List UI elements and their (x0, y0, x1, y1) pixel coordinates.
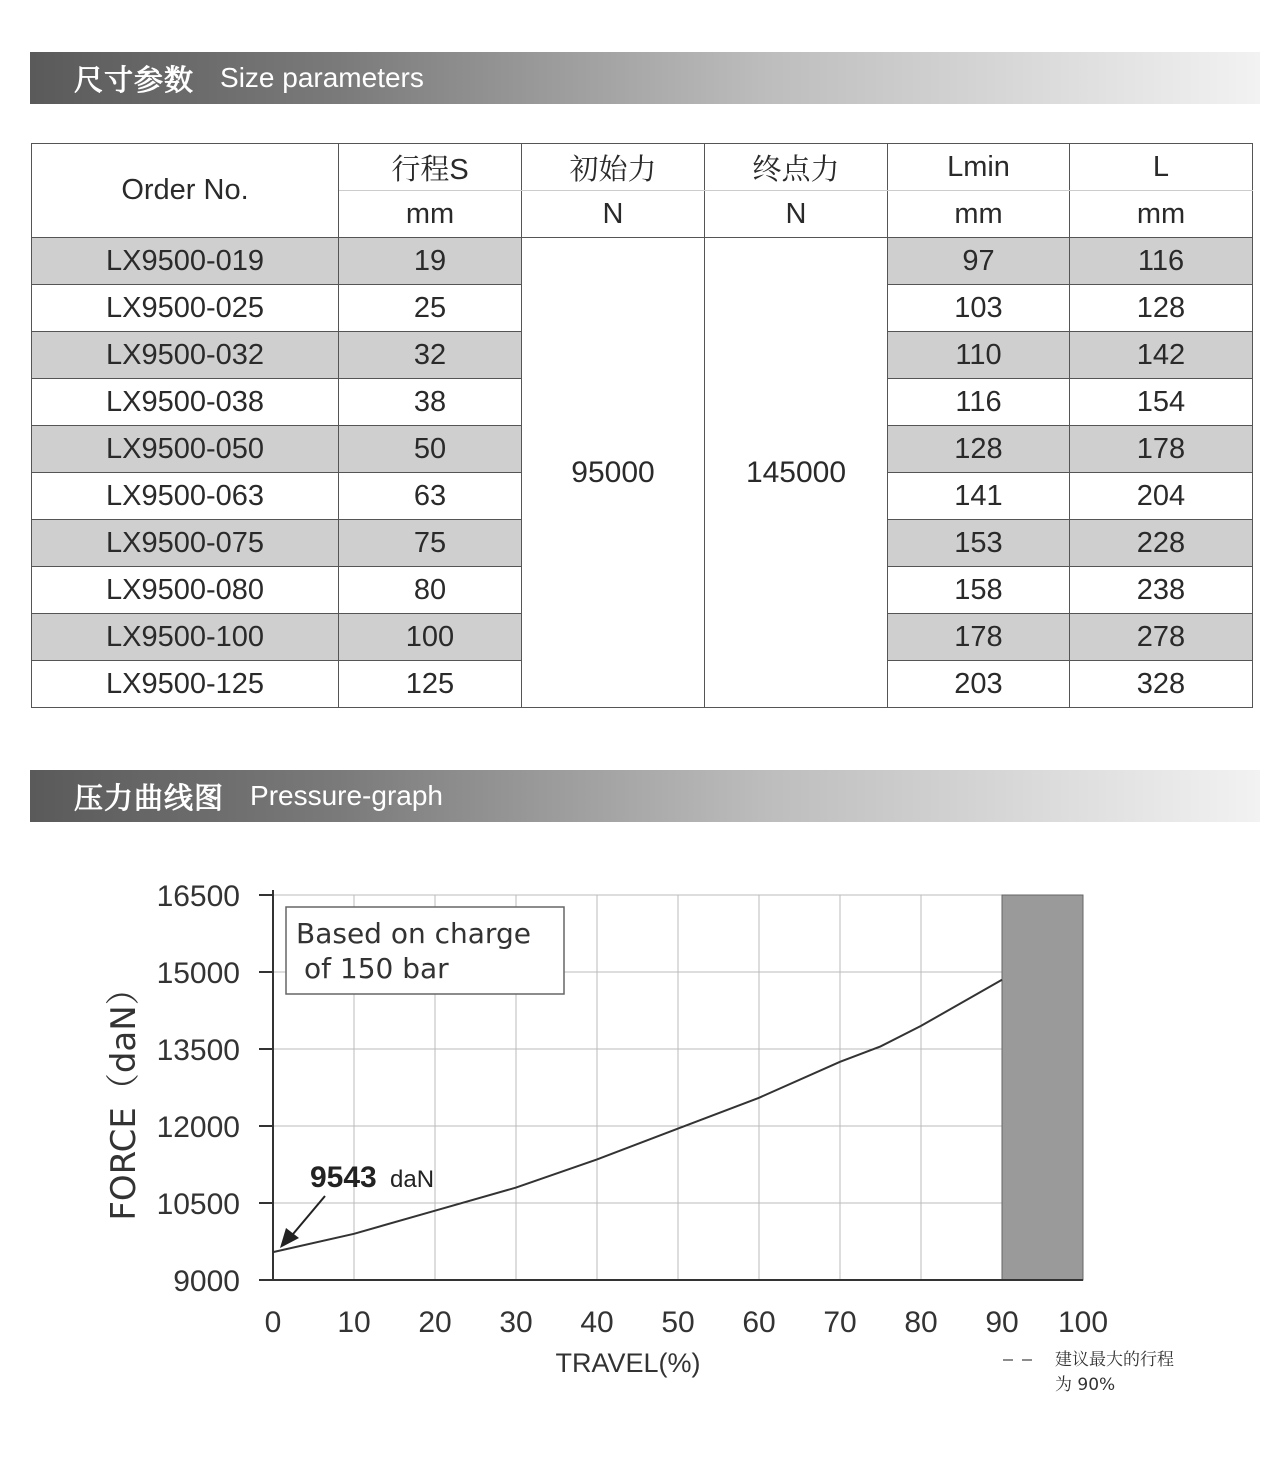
header-end-force: 终点力 (705, 144, 888, 191)
cell-lmin: 97 (888, 238, 1070, 285)
cell-order-no: LX9500-038 (32, 379, 339, 426)
legend-text-2: 为 90% (1055, 1375, 1116, 1395)
graph-title-zh: 压力曲线图 (74, 780, 225, 815)
x-axis-label: TRAVEL(%) (555, 1348, 701, 1378)
size-parameters-header (30, 52, 1260, 104)
note-line-1: Based on charge (296, 917, 531, 950)
x-tick-label: 20 (418, 1306, 452, 1339)
y-tick-label: 9000 (173, 1265, 240, 1298)
cell-stroke: 63 (339, 473, 522, 520)
legend-text-1: 建议最大的行程 (1055, 1350, 1174, 1370)
cell-initial-force: 95000 (522, 238, 705, 708)
unit-end-force: N (705, 191, 888, 238)
size-title-en: Size parameters (220, 62, 424, 93)
y-tick-label: 10500 (156, 1188, 240, 1221)
table-row (32, 238, 1253, 285)
cell-lmin: 153 (888, 520, 1070, 567)
x-tick-label: 80 (904, 1306, 938, 1339)
cell-order-no: LX9500-050 (32, 426, 339, 473)
table-body (32, 238, 1253, 708)
y-tick-label: 12000 (156, 1111, 240, 1144)
cell-order-no: LX9500-075 (32, 520, 339, 567)
x-tick-label: 70 (823, 1306, 857, 1339)
x-tick-label: 100 (1057, 1306, 1109, 1339)
x-tick-label: 30 (499, 1306, 533, 1339)
header-initial-force: 初始力 (522, 144, 705, 191)
header-lmin: Lmin (888, 144, 1070, 191)
recommended-limit-region (1002, 895, 1083, 1280)
cell-stroke: 19 (339, 238, 522, 285)
cell-order-no: LX9500-125 (32, 661, 339, 708)
y-axis-label: FORCE（daN） (104, 971, 144, 1221)
cell-stroke: 38 (339, 379, 522, 426)
y-tick-label: 15000 (156, 957, 240, 990)
note-box (286, 907, 564, 994)
cell-l: 142 (1070, 332, 1253, 379)
cell-l: 116 (1070, 238, 1253, 285)
cell-l: 204 (1070, 473, 1253, 520)
cell-stroke: 80 (339, 567, 522, 614)
cell-order-no: LX9500-100 (32, 614, 339, 661)
unit-initial-force: N (522, 191, 705, 238)
cell-l: 238 (1070, 567, 1253, 614)
note-line-2: of 150 bar (304, 952, 449, 985)
unit-lmin: mm (888, 191, 1070, 238)
x-tick-label: 90 (985, 1306, 1019, 1339)
cell-order-no: LX9500-080 (32, 567, 339, 614)
cell-lmin: 141 (888, 473, 1070, 520)
graph-title-en: Pressure-graph (250, 780, 443, 811)
unit-stroke: mm (339, 191, 522, 238)
cell-stroke: 50 (339, 426, 522, 473)
cell-lmin: 128 (888, 426, 1070, 473)
header-l: L (1070, 144, 1253, 191)
unit-l: mm (1070, 191, 1253, 238)
cell-lmin: 203 (888, 661, 1070, 708)
cell-l: 154 (1070, 379, 1253, 426)
cell-l: 128 (1070, 285, 1253, 332)
cell-order-no: LX9500-019 (32, 238, 339, 285)
x-tick-label: 40 (580, 1306, 614, 1339)
cell-lmin: 103 (888, 285, 1070, 332)
cell-lmin: 178 (888, 614, 1070, 661)
pressure-chart (0, 860, 1285, 1420)
annotation-value: 9543 (310, 1161, 377, 1194)
header-order-no: Order No. (32, 144, 339, 238)
cell-l: 228 (1070, 520, 1253, 567)
x-tick-label: 60 (742, 1306, 776, 1339)
limit-legend (1003, 1350, 1174, 1395)
cell-order-no: LX9500-063 (32, 473, 339, 520)
start-value-annotation (280, 1161, 434, 1248)
x-tick-label: 0 (264, 1306, 282, 1339)
cell-stroke: 75 (339, 520, 522, 567)
cell-end-force: 145000 (705, 238, 888, 708)
cell-stroke: 125 (339, 661, 522, 708)
cell-order-no: LX9500-032 (32, 332, 339, 379)
y-tick-label: 13500 (156, 1034, 240, 1067)
cell-order-no: LX9500-025 (32, 285, 339, 332)
cell-lmin: 116 (888, 379, 1070, 426)
pressure-graph-header (30, 770, 1260, 822)
x-tick-label: 50 (661, 1306, 695, 1339)
cell-l: 328 (1070, 661, 1253, 708)
header-stroke: 行程S (339, 144, 522, 191)
size-title-zh: 尺寸参数 (74, 62, 195, 97)
cell-lmin: 110 (888, 332, 1070, 379)
cell-stroke: 32 (339, 332, 522, 379)
annotation-unit: daN (390, 1166, 435, 1193)
size-parameters-table (31, 143, 1253, 708)
x-tick-label: 10 (337, 1306, 371, 1339)
cell-stroke: 25 (339, 285, 522, 332)
cell-l: 178 (1070, 426, 1253, 473)
cell-l: 278 (1070, 614, 1253, 661)
cell-stroke: 100 (339, 614, 522, 661)
cell-lmin: 158 (888, 567, 1070, 614)
y-tick-label: 16500 (156, 880, 240, 913)
force-curve (273, 980, 1002, 1252)
